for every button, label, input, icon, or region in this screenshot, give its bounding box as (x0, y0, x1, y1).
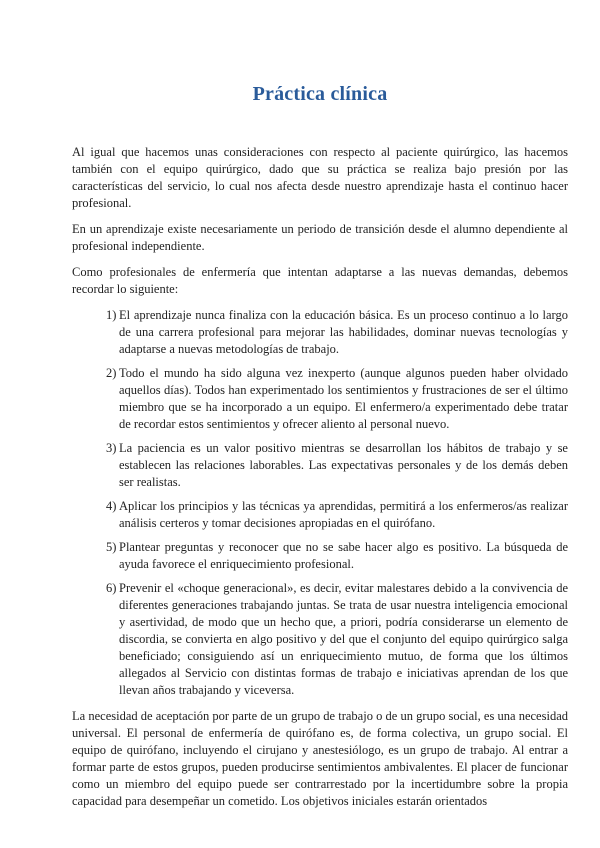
list-item-number: 6) (106, 581, 117, 595)
list-item (106, 440, 568, 491)
intro-paragraph-1: Al igual que hacemos unas consideraciones con respecto al paciente quirúrgico, las hacemos también con el equipo quirúrgico, dado que su práctica se realiza bajo presión por las características del servicio, lo cual nos afecta desde nuestro aprendizaje hasta el continuo hacer profesional. (72, 145, 568, 210)
list-item-number: 2) (106, 366, 117, 380)
list-item-number: 3) (106, 441, 117, 455)
list-item (106, 498, 568, 532)
list-item-text: Todo el mundo ha sido alguna vez inexperto (aunque algunos pueden haber olvidado aquellos días). Todos han experimentado los sentimientos y frustraciones de ser el último miembro que se ha incorporado a un equipo. El enfermero/a experimentado debe tratar de recordar estos sentimientos y ofrecer aliento al personal nuevo. (119, 366, 568, 431)
closing-paragraph: La necesidad de aceptación por parte de un grupo de trabajo o de un grupo social, es una necesidad universal. El personal de enfermería de quirófano es, de forma colectiva, un grupo social. El equipo de quirófano, incluyendo el cirujano y anestesiólogo, es un grupo de trabajo. Al entrar a formar parte de estos grupos, pueden producirse sentimientos ambivalentes. El placer de funcionar como un miembro del equipo puede ser contrarrestado por la incertidumbre sobre la propia capacidad para desempeñar un cometido. Los objetivos iniciales estarán orientados (72, 709, 568, 808)
page-title: Práctica clínica (252, 83, 388, 105)
list-item-number: 5) (106, 540, 117, 554)
list-item (106, 365, 568, 433)
list-item (106, 580, 568, 699)
list-item-text: Prevenir el «choque generacional», es decir, evitar malestares debido a la convivencia de diferentes generaciones trabajando juntas. Se trata de usar nuestra inteligencia emocional y asertividad, de modo que un hecho que, a priori, podría considerarse un elemento de discordia, se convierta en algo positivo y del que el conjunto del equipo quirúrgico salga beneficiado; consiguiendo así un enriquecimiento mutuo, de forma que los últimos allegados al Servicio con distintas formas de trabajo e iniciativas aprendan de los que llevan años trabajando y viceversa. (119, 581, 568, 697)
list-item-number: 4) (106, 499, 117, 513)
numbered-list (72, 307, 568, 699)
list-item-text: Plantear preguntas y reconocer que no se sabe hacer algo es positivo. La búsqueda de ayuda favorece el enriquecimiento profesional. (119, 540, 568, 571)
list-item-text: El aprendizaje nunca finaliza con la educación básica. Es un proceso continuo a lo largo de una carrera profesional para mejorar las habilidades, dominar nuevas tecnologías y adaptarse a nuevas metodologías de trabajo. (119, 308, 568, 356)
list-item (106, 307, 568, 358)
list-item (106, 539, 568, 573)
intro-paragraph-3: Como profesionales de enfermería que intentan adaptarse a las nuevas demandas, debemos recordar lo siguiente: (72, 265, 568, 296)
list-item-text: Aplicar los principios y las técnicas ya aprendidas, permitirá a los enfermeros/as realizar análisis certeros y tomar decisiones apropiadas en el quirófano. (119, 499, 568, 530)
intro-paragraph-2: En un aprendizaje existe necesariamente un periodo de transición desde el alumno dependiente al profesional independiente. (72, 222, 568, 253)
list-item-text: La paciencia es un valor positivo mientras se desarrollan los hábitos de trabajo y se establecen las relaciones laborables. Las expectativas personales y de los demás deben ser realistas. (119, 441, 568, 489)
list-item-number: 1) (106, 308, 117, 322)
